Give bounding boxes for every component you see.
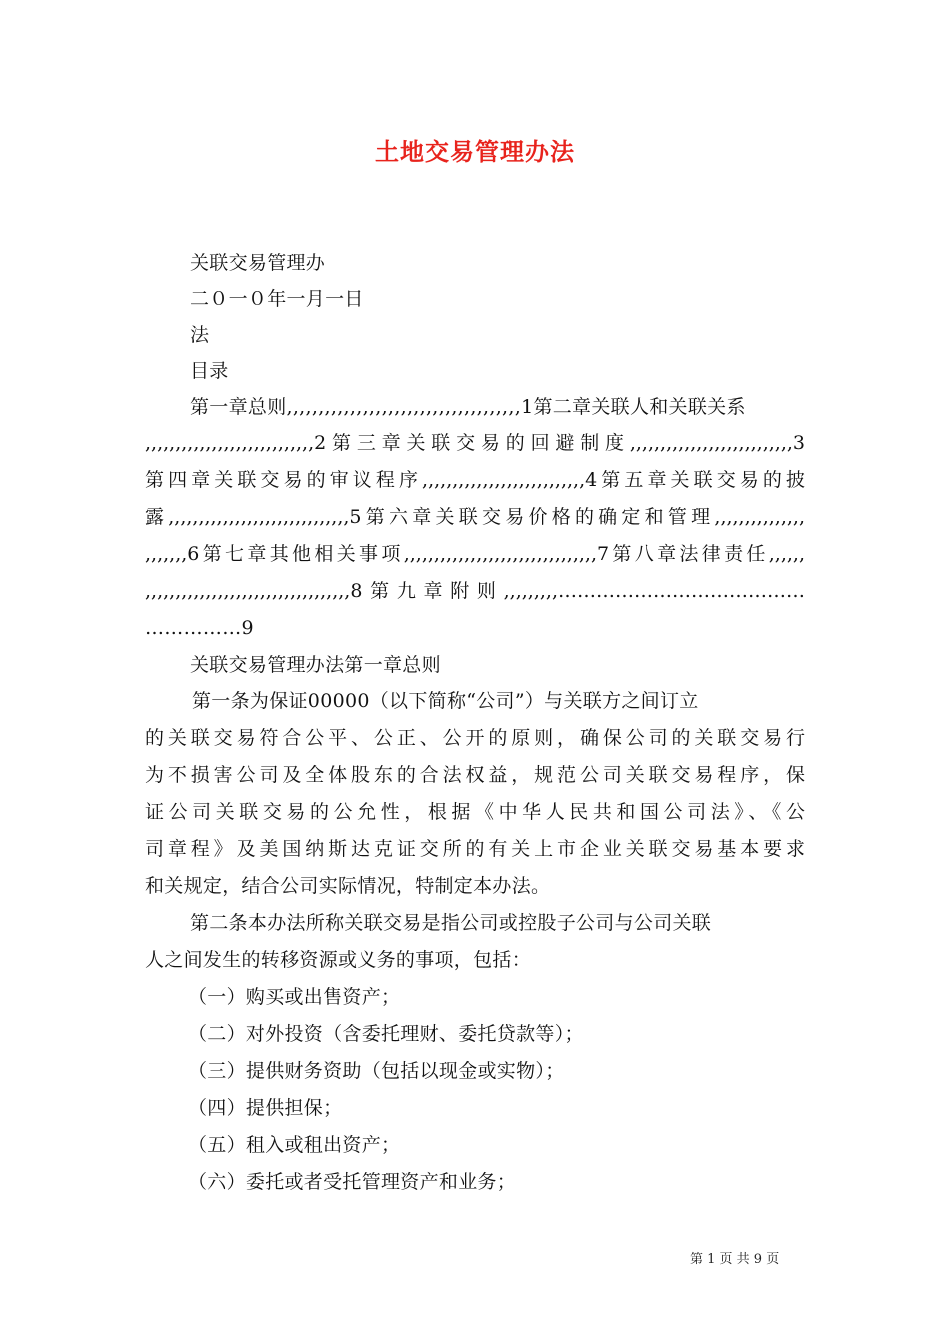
list-item: （二）对外投资（含委托理财、委托贷款等）；	[188, 1023, 584, 1045]
paragraph-line: 人之间发生的转移资源或义务的事项，包括：	[145, 949, 532, 971]
toc-line: ……………9	[145, 617, 254, 639]
list-item: （三）提供财务资助（包括以现金或实物）；	[188, 1060, 565, 1082]
paragraph-line: 和关规定，结合公司实际情况，特制定本办法。	[145, 875, 551, 897]
toc-line: ,,,,,,,6第七章其他相关事项,,,,,,,,,,,,,,,,,,,,,,,,,,,,,,,,7第八章法律责任,,,,,,	[145, 543, 805, 565]
list-item: （一）购买或出售资产；	[188, 986, 401, 1008]
list-item: （五）租入或租出资产；	[188, 1134, 401, 1156]
text-line: 法	[190, 324, 210, 346]
paragraph-line: 证公司关联交易的公允性，根据《中华人民共和国公司法》、《公	[145, 801, 805, 823]
paragraph-line: 第一条为保证00000（以下简称“公司”）与关联方之间订立	[192, 690, 699, 712]
text-line: 二０一０年一月一日	[190, 288, 364, 310]
list-item: （四）提供担保；	[188, 1097, 343, 1119]
toc-line: 露,,,,,,,,,,,,,,,,,,,,,,,,,,,,,,5第六章关联交易价格的确定和管理,,,,,,,,,,,,,,,	[145, 506, 805, 528]
paragraph-line: 为不损害公司及全体股东的合法权益，规范公司关联交易程序，保	[145, 764, 805, 786]
toc-line: ,,,,,,,,,,,,,,,,,,,,,,,,,,,,2第三章关联交易的回避制度,,,,,,,,,,,,,,,,,,,,,,,,,,,3	[145, 432, 805, 454]
document-title: 土地交易管理办法	[375, 137, 575, 166]
chapter-heading: 关联交易管理办法第一章总则	[190, 654, 441, 676]
paragraph-line: 第二条本办法所称关联交易是指公司或控股子公司与公司关联	[190, 912, 712, 934]
page-footer: 第 1 页 共 9 页	[690, 1252, 780, 1267]
paragraph-line: 司章程》及美国纳斯达克证交所的有关上市企业关联交易基本要求	[145, 838, 805, 860]
text-line: 关联交易管理办	[190, 252, 326, 274]
text-line: 目录	[190, 360, 229, 382]
paragraph-line: 的关联交易符合公平、公正、公开的原则，确保公司的关联交易行	[145, 727, 805, 749]
toc-line: ,,,,,,,,,,,,,,,,,,,,,,,,,,,,,,,,,,8第九章附则,,,,,,,,,…………………………………	[145, 580, 805, 602]
list-item: （六）委托或者受托管理资产和业务；	[188, 1171, 517, 1193]
toc-line: 第一章总则,,,,,,,,,,,,,,,,,,,,,,,,,,,,,,,,,,,,,1第二章关联人和关联关系	[190, 396, 746, 418]
toc-line: 第四章关联交易的审议程序,,,,,,,,,,,,,,,,,,,,,,,,,,,4第五章关联交易的披	[145, 469, 805, 491]
